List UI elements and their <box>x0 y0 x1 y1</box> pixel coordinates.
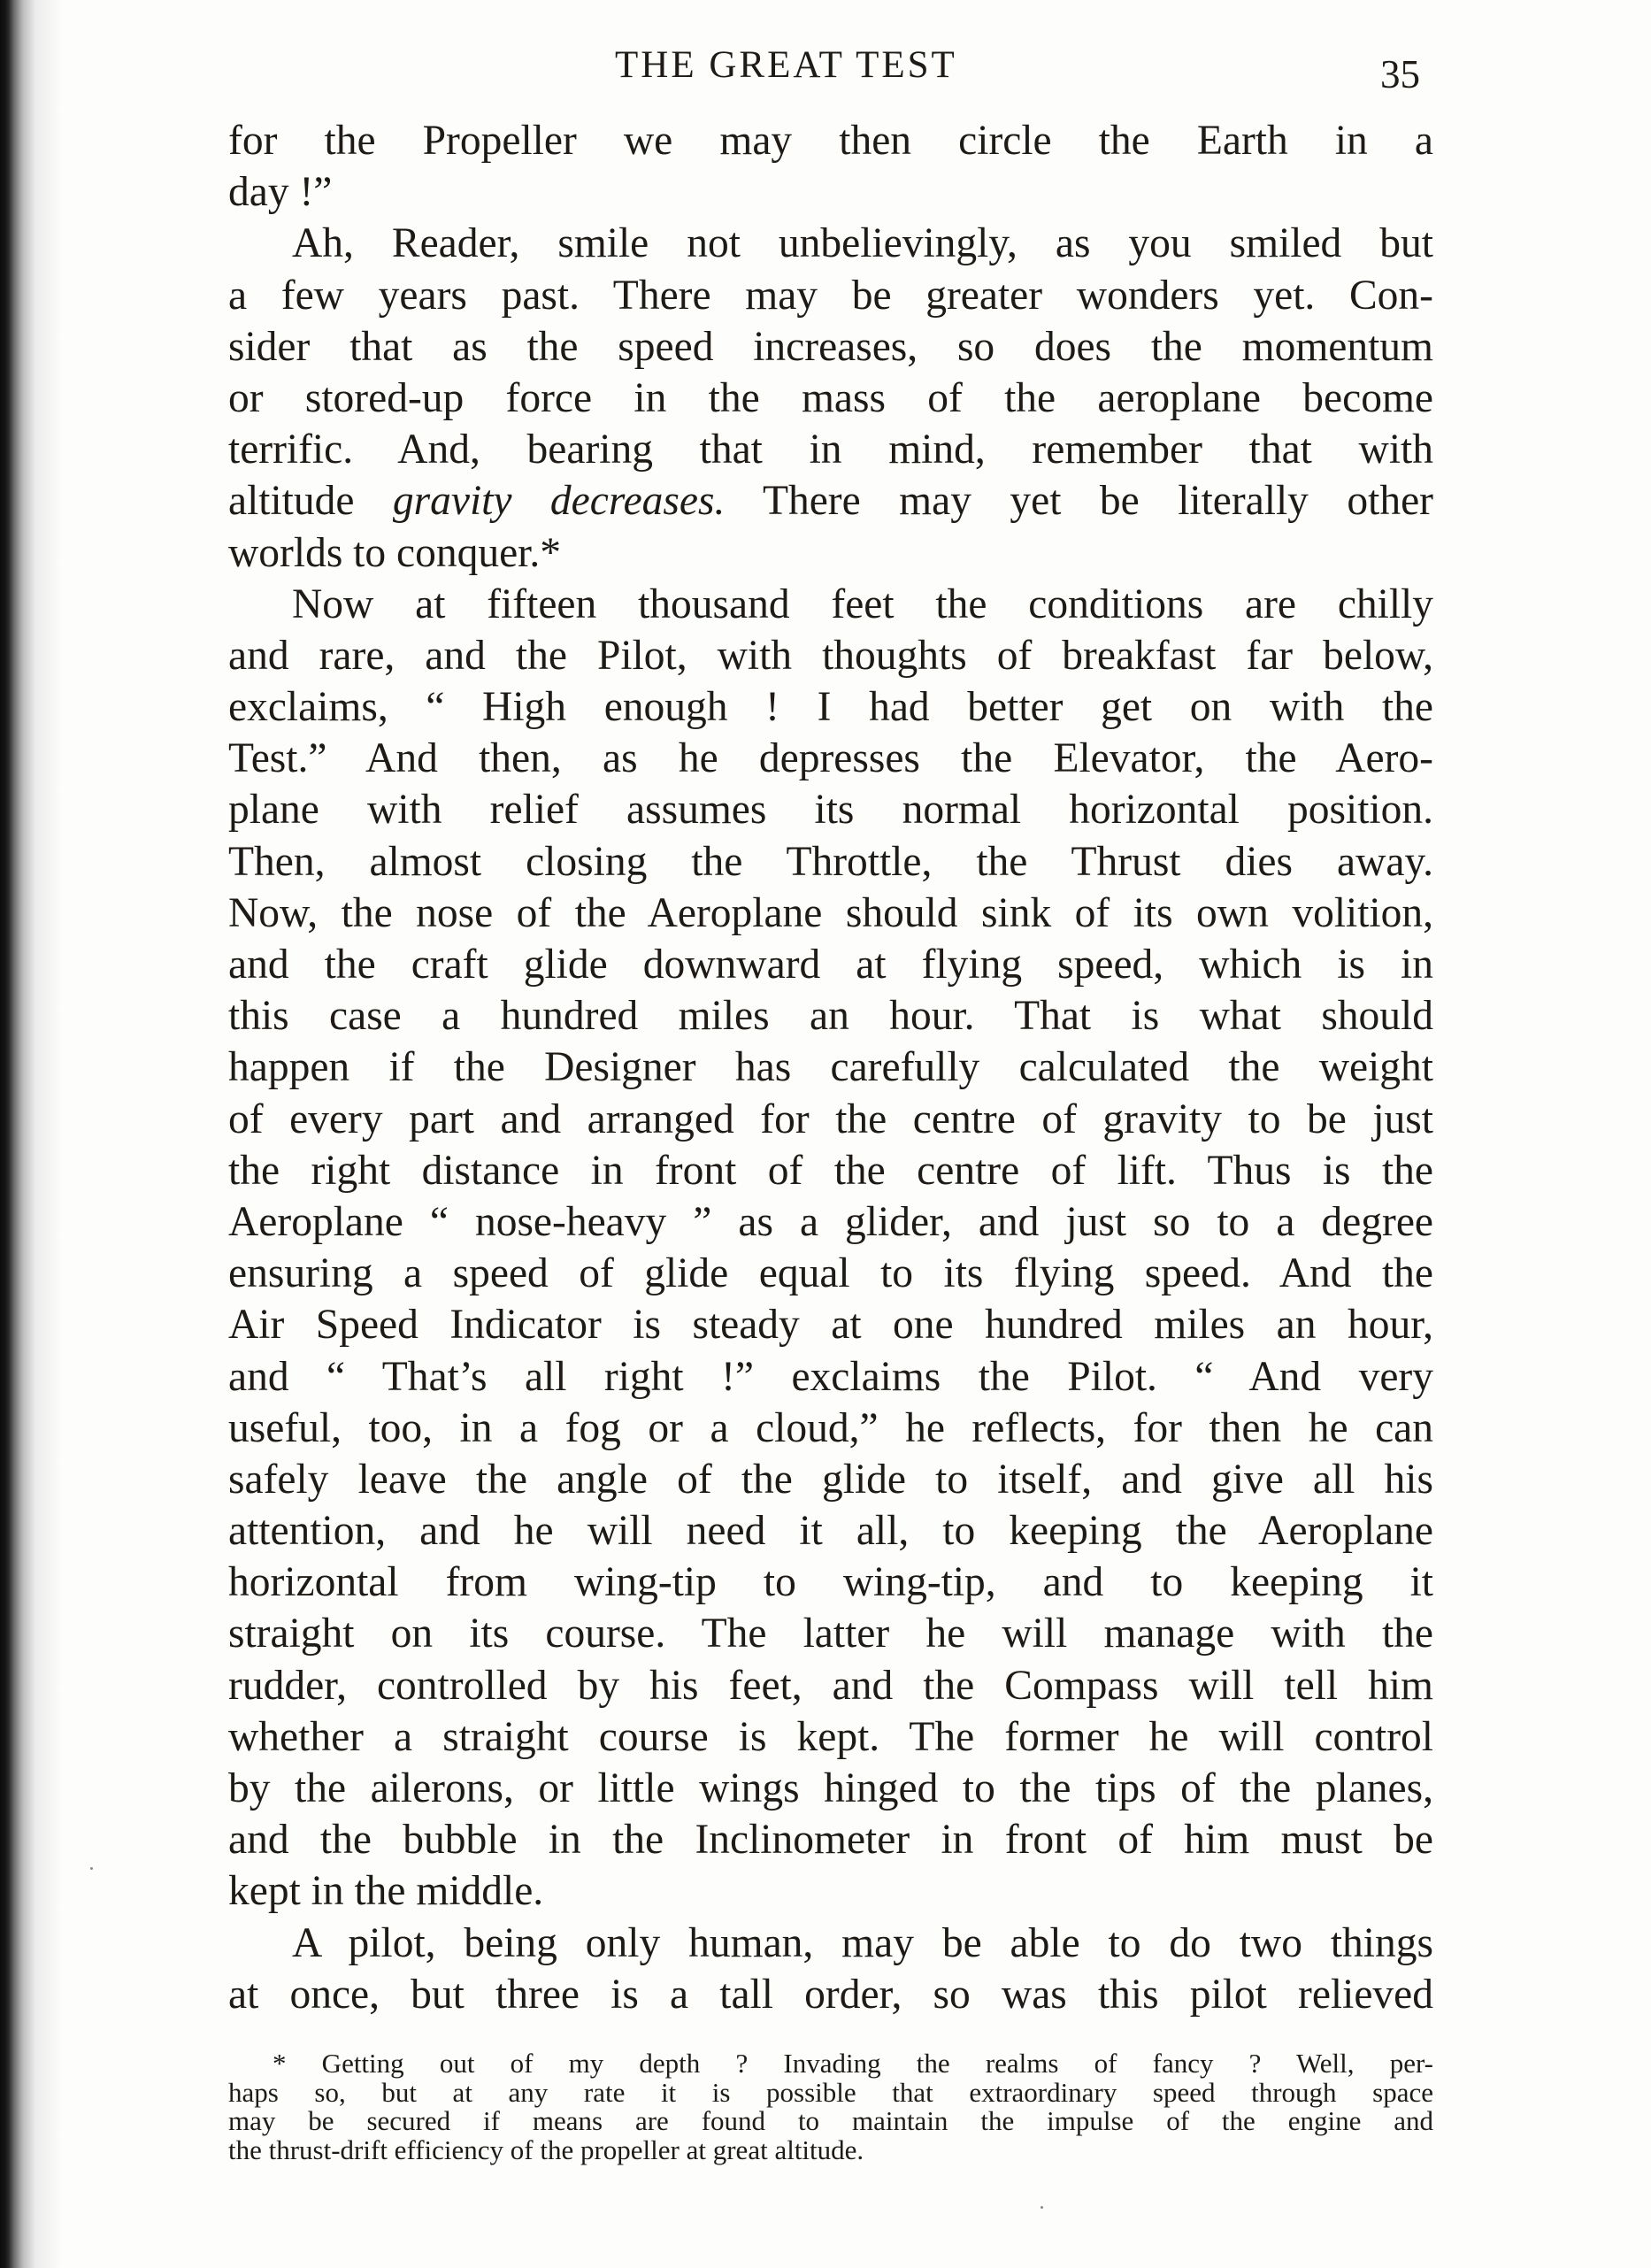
text-line: or stored-up force in the mass of the aeroplane become <box>228 374 1433 421</box>
text-line: whether a straight course is kept. The former he will control <box>228 1713 1433 1760</box>
text-line: this case a hundred miles an hour. That is what should <box>228 993 1433 1040</box>
text-line: day !” <box>228 169 333 216</box>
text-line: and “ That’s all right !” exclaims the Pilot. “ And very <box>228 1353 1433 1400</box>
text-line: Aeroplane “ nose-heavy ” as a glider, and just so to a degree <box>228 1198 1433 1245</box>
binding-shadow <box>0 0 62 2268</box>
body-text <box>228 115 1433 2020</box>
paragraph-start-line: Ah, Reader, smile not unbelievingly, as you smiled but <box>292 220 1433 267</box>
paragraph-start-line: A pilot, being only human, may be able to do two things <box>292 1919 1433 1966</box>
text-line: horizontal from wing-tip to wing-tip, and to keeping it <box>228 1559 1433 1606</box>
text-line: Test.” And then, as he depresses the Elevator, the Aero- <box>228 735 1433 782</box>
text-line: sider that as the speed increases, so does the momentum <box>228 323 1433 370</box>
text-line: exclaims, “ High enough ! I had better get on with the <box>228 684 1433 731</box>
text-line: Now, the nose of the Aeroplane should sink of its own volition, <box>228 889 1433 936</box>
text-line: the right distance in front of the centre of lift. Thus is the <box>228 1147 1433 1194</box>
page-number: 35 <box>1380 52 1420 96</box>
text-line: rudder, controlled by his feet, and the Compass will tell him <box>228 1662 1433 1709</box>
text-line: terrific. And, bearing that in mind, remember that with <box>228 427 1433 473</box>
text-line: ensuring a speed of glide equal to its flying speed. And the <box>228 1250 1433 1297</box>
text-line: and rare, and the Pilot, with thoughts of breakfast far below, <box>228 632 1433 679</box>
text-line: and the bubble in the Inclinometer in front of him must be <box>228 1817 1433 1864</box>
footnote <box>228 2049 1433 2164</box>
scan-speck <box>1041 2206 1043 2209</box>
text-line: Then, almost closing the Throttle, the Thrust dies away. <box>228 838 1433 885</box>
text-line-with-italic <box>228 475 1433 527</box>
text-line: plane with relief assumes its normal horizontal position. <box>228 787 1433 834</box>
text-line: Air Speed Indicator is steady at one hundred miles an hour, <box>228 1302 1433 1349</box>
text-line: happen if the Designer has carefully calculated the weight <box>228 1044 1433 1091</box>
text-line: a few years past. There may be greater wonders yet. Con- <box>228 272 1433 319</box>
text-line: and the craft glide downward at flying speed, which is in <box>228 942 1433 988</box>
running-head: THE GREAT TEST <box>615 44 957 86</box>
text-line: safely leave the angle of the glide to itself, and give all his <box>228 1456 1433 1503</box>
footnote-line: the thrust-drift efficiency of the propeller at great altitude. <box>228 2133 864 2165</box>
text-line: kept in the middle. <box>228 1868 544 1915</box>
text-line: useful, too, in a fog or a cloud,” he reflects, for then he can <box>228 1404 1433 1451</box>
text-line: straight on its course. The latter he will manage with the <box>228 1611 1433 1657</box>
text-run: There may yet be literally other <box>725 478 1433 525</box>
footnote-line: haps so, but at any rate it is possible that extraordinary speed through space <box>228 2076 1433 2108</box>
text-line: of every part and arranged for the centre of gravity to be just <box>228 1096 1433 1142</box>
paragraph-start-line: Now at fifteen thousand feet the conditions are chilly <box>292 580 1433 627</box>
text-line: for the Propeller we may then circle the Earth in a <box>228 118 1433 164</box>
text-line: at once, but three is a tall order, so was this pilot relieved <box>228 1971 1433 2018</box>
footnote-line: may be secured if means are found to maintain the impulse of the engine and <box>228 2105 1433 2136</box>
text-line: worlds to conquer.* <box>228 529 561 576</box>
text-line: by the ailerons, or little wings hinged to the tips of the planes, <box>228 1765 1433 1811</box>
footnote-line: * Getting out of my depth ? Invading the realms of fancy ? Well, per- <box>273 2048 1433 2079</box>
scan-speck <box>90 1867 93 1870</box>
text-run: altitude <box>228 478 393 525</box>
italic-phrase: gravity decreases. <box>392 478 726 525</box>
text-line: attention, and he will need it all, to keeping the Aeroplane <box>228 1508 1433 1555</box>
